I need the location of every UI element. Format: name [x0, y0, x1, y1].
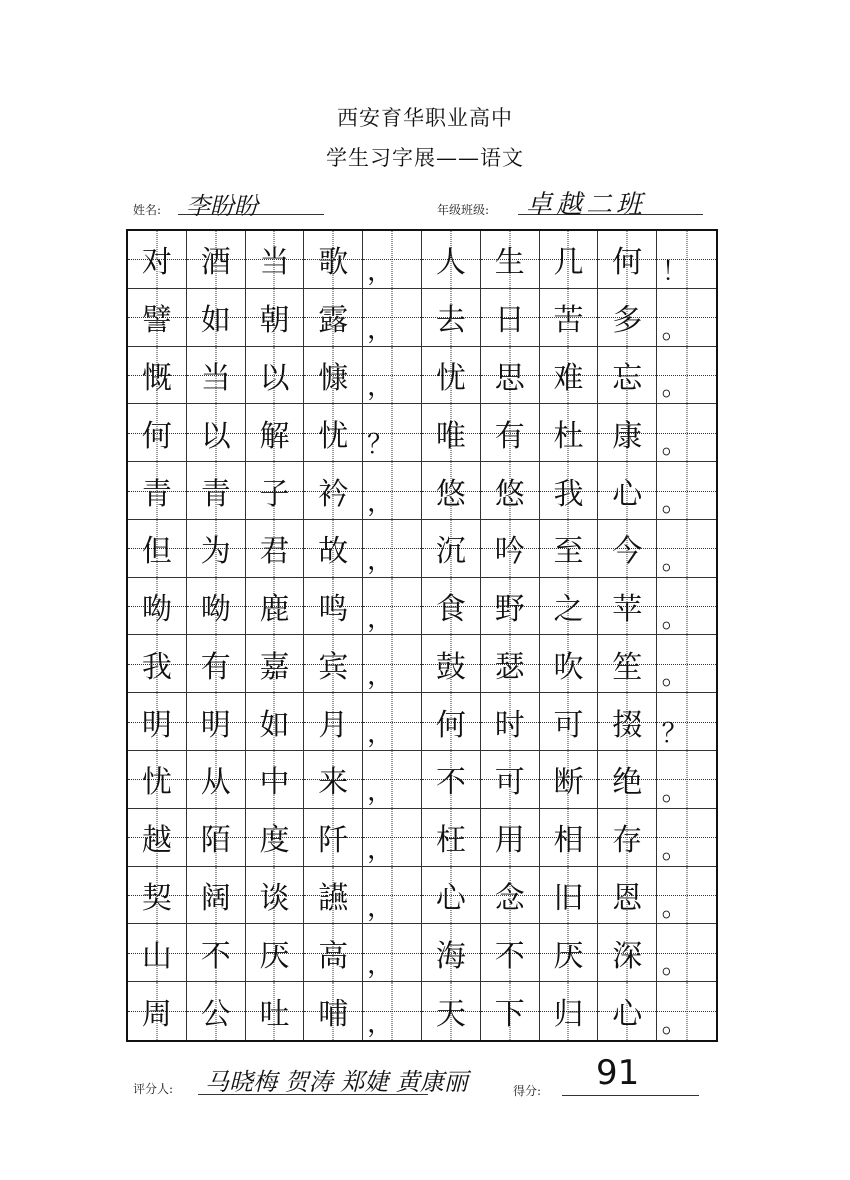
cell-text: 时	[494, 707, 525, 743]
cell-text: 月	[318, 707, 349, 743]
cell-text: 有	[200, 649, 231, 685]
grid-cell-character	[422, 809, 481, 867]
cell-text: ？	[367, 430, 394, 461]
grid-cell-punctuation	[657, 924, 716, 982]
cell-text: ？	[661, 719, 688, 750]
grid-cell-character	[128, 462, 187, 520]
grid-cell-character	[304, 635, 363, 693]
grid-cell-character	[187, 520, 246, 578]
grid-cell-character	[187, 578, 246, 636]
grid-cell-character	[246, 751, 305, 809]
cell-text: 。	[661, 776, 688, 807]
grid-cell-punctuation	[363, 578, 422, 636]
cell-text: 君	[259, 534, 290, 570]
cell-text: 如	[200, 303, 231, 339]
grid-cell-character	[540, 520, 599, 578]
cell-text: 青	[200, 476, 231, 512]
cell-text: 青	[141, 476, 172, 512]
cell-text: 不	[435, 765, 466, 801]
cell-text: 忧	[435, 360, 466, 396]
cell-text: 明	[141, 707, 172, 743]
cell-text: 我	[553, 476, 584, 512]
grid-cell-character	[481, 982, 540, 1040]
grid-cell-character	[422, 578, 481, 636]
cell-text: 归	[553, 997, 584, 1033]
grid-cell-character	[128, 693, 187, 751]
score-label: 得分:	[513, 1084, 542, 1098]
grid-cell-punctuation	[363, 693, 422, 751]
grid-cell-punctuation	[363, 635, 422, 693]
cell-text: 朝	[259, 303, 290, 339]
cell-text: 中	[259, 765, 290, 801]
cell-text: 我	[141, 649, 172, 685]
grid-cell-character	[246, 404, 305, 462]
grid-cell-character	[481, 751, 540, 809]
grid-cell-character	[422, 404, 481, 462]
writing-grid	[126, 229, 718, 1042]
grid-cell-character	[481, 404, 540, 462]
cell-text: ，	[367, 892, 394, 923]
grid-cell-punctuation	[657, 751, 716, 809]
grid-cell-punctuation	[657, 635, 716, 693]
cell-text: 故	[318, 534, 349, 570]
grid-cell-character	[598, 231, 657, 289]
cell-text: 以	[259, 360, 290, 396]
grid-cell-character	[422, 982, 481, 1040]
cell-text: 念	[494, 881, 525, 917]
cell-text: 存	[612, 823, 643, 859]
grid-cell-character	[246, 809, 305, 867]
cell-text: 天	[435, 997, 466, 1033]
grid-cell-character	[481, 231, 540, 289]
grid-cell-character	[187, 924, 246, 982]
cell-text: 枉	[435, 823, 466, 859]
grid-cell-character	[598, 404, 657, 462]
cell-text: 瑟	[494, 649, 525, 685]
cell-text: 周	[141, 997, 172, 1033]
grid-cell-punctuation	[657, 404, 716, 462]
cell-text: 。	[661, 834, 688, 865]
cell-text: 食	[435, 592, 466, 628]
grid-cell-character	[598, 635, 657, 693]
cell-text: 但	[141, 534, 172, 570]
cell-text: 悠	[494, 476, 525, 512]
grid-cell-character	[598, 924, 657, 982]
cell-text: 人	[435, 245, 466, 281]
cell-text: 生	[494, 245, 525, 281]
cell-text: 。	[661, 950, 688, 981]
grid-cell-character	[540, 924, 599, 982]
grid-cell-character	[128, 404, 187, 462]
grid-cell-character	[304, 462, 363, 520]
cell-text: 阔	[200, 881, 231, 917]
cell-text: 不	[200, 938, 231, 974]
cell-text: 哺	[318, 997, 349, 1033]
grid-cell-character	[481, 289, 540, 347]
cell-text: 明	[200, 707, 231, 743]
cell-text: 如	[259, 707, 290, 743]
graders-label: 评分人:	[133, 1082, 174, 1096]
cell-text: 当	[200, 360, 231, 396]
cell-text: 海	[435, 938, 466, 974]
cell-text: 阡	[318, 823, 349, 859]
cell-text: 几	[553, 245, 584, 281]
grid-cell-character	[304, 347, 363, 405]
cell-text: 宾	[318, 649, 349, 685]
cell-text: 。	[661, 314, 688, 345]
cell-text: 之	[553, 592, 584, 628]
grid-cell-character	[422, 635, 481, 693]
cell-text: 呦	[141, 592, 172, 628]
cell-text: 。	[661, 372, 688, 403]
cell-text: 沉	[435, 534, 466, 570]
grid-cell-punctuation	[363, 809, 422, 867]
cell-text: 厌	[259, 938, 290, 974]
cell-text: ！	[661, 256, 688, 287]
school-title: 西安育华职业高中	[337, 106, 513, 130]
grid-cell-punctuation	[363, 867, 422, 925]
grid-cell-character	[246, 347, 305, 405]
grid-cell-character	[246, 635, 305, 693]
cell-text: 越	[141, 823, 172, 859]
cell-text: 忘	[612, 360, 643, 396]
grid-cell-character	[540, 751, 599, 809]
cell-text: 心	[612, 997, 643, 1033]
score-value: 91	[596, 1053, 640, 1093]
grid-cell-punctuation	[363, 462, 422, 520]
cell-text: 忧	[141, 765, 172, 801]
grid-cell-character	[304, 867, 363, 925]
grid-cell-character	[128, 231, 187, 289]
cell-text: 笙	[612, 649, 643, 685]
cell-text: 苹	[612, 592, 643, 628]
grid-cell-character	[481, 347, 540, 405]
grid-cell-character	[304, 520, 363, 578]
cell-text: ，	[367, 256, 394, 287]
grid-cell-character	[540, 289, 599, 347]
cell-text: 高	[318, 938, 349, 974]
name-label: 姓名:	[133, 203, 162, 217]
cell-text: 掇	[612, 707, 643, 743]
cell-text: 至	[553, 534, 584, 570]
grid-cell-character	[187, 635, 246, 693]
grid-cell-character	[304, 751, 363, 809]
grid-cell-character	[246, 289, 305, 347]
grid-cell-character	[481, 809, 540, 867]
grid-cell-character	[304, 693, 363, 751]
cell-text: 旧	[553, 881, 584, 917]
cell-text: 有	[494, 418, 525, 454]
grid-cell-character	[422, 520, 481, 578]
grid-cell-punctuation	[657, 578, 716, 636]
grid-cell-character	[246, 867, 305, 925]
cell-text: 吹	[553, 649, 584, 685]
grid-cell-character	[246, 231, 305, 289]
cell-text: 恩	[612, 881, 643, 917]
cell-text: 吟	[494, 534, 525, 570]
cell-text: 子	[259, 476, 290, 512]
grid-cell-punctuation	[657, 289, 716, 347]
grid-cell-character	[481, 867, 540, 925]
grid-cell-character	[128, 635, 187, 693]
grid-cell-character	[304, 289, 363, 347]
cell-text: 。	[661, 1008, 688, 1039]
cell-text: 心	[435, 881, 466, 917]
grid-cell-character	[540, 635, 599, 693]
cell-text: ，	[367, 950, 394, 981]
cell-text: 鹿	[259, 592, 290, 628]
class-label: 年级班级:	[437, 203, 490, 217]
grid-cell-punctuation	[657, 231, 716, 289]
cell-text: 不	[494, 938, 525, 974]
cell-text: 呦	[200, 592, 231, 628]
cell-text: 山	[141, 938, 172, 974]
grid-cell-character	[128, 867, 187, 925]
grid-cell-punctuation	[657, 462, 716, 520]
cell-text: 何	[141, 418, 172, 454]
grid-cell-character	[187, 693, 246, 751]
cell-text: 杜	[553, 418, 584, 454]
grid-cell-punctuation	[363, 404, 422, 462]
grid-cell-character	[540, 231, 599, 289]
cell-text: 鸣	[318, 592, 349, 628]
grid-cell-character	[187, 751, 246, 809]
cell-text: 解	[259, 418, 290, 454]
cell-text: 酒	[200, 245, 231, 281]
grid-cell-character	[128, 982, 187, 1040]
graders-signatures: 马晓梅 贺涛 郑婕 黄康丽	[205, 1068, 468, 1096]
grid-cell-character	[422, 867, 481, 925]
grid-cell-punctuation	[363, 982, 422, 1040]
grid-cell-character	[598, 520, 657, 578]
grid-cell-character	[422, 289, 481, 347]
cell-text: ，	[367, 776, 394, 807]
grid-cell-character	[246, 462, 305, 520]
grid-cell-character	[187, 404, 246, 462]
grid-cell-character	[481, 693, 540, 751]
grid-cell-character	[304, 404, 363, 462]
grid-cell-character	[481, 924, 540, 982]
grid-cell-character	[422, 751, 481, 809]
grid-cell-character	[540, 982, 599, 1040]
grid-cell-character	[128, 289, 187, 347]
cell-text: 讌	[318, 881, 349, 917]
cell-text: 日	[494, 303, 525, 339]
cell-text: ，	[367, 488, 394, 519]
cell-text: 深	[612, 938, 643, 974]
cell-text: 对	[141, 245, 172, 281]
grid-cell-punctuation	[363, 751, 422, 809]
cell-text: 。	[661, 892, 688, 923]
grid-cell-character	[598, 578, 657, 636]
name-value: 李盼盼	[186, 192, 258, 220]
cell-text: 露	[318, 303, 349, 339]
cell-text: ，	[367, 1008, 394, 1039]
grid-cell-character	[540, 809, 599, 867]
cell-text: ，	[367, 314, 394, 345]
grid-cell-character	[540, 867, 599, 925]
grid-cell-character	[598, 751, 657, 809]
cell-text: 吐	[259, 997, 290, 1033]
grid-cell-punctuation	[363, 347, 422, 405]
cell-text: 从	[200, 765, 231, 801]
cell-text: 相	[553, 823, 584, 859]
cell-text: 嘉	[259, 649, 290, 685]
grid-cell-punctuation	[657, 809, 716, 867]
cell-text: 难	[553, 360, 584, 396]
grid-cell-character	[598, 289, 657, 347]
cell-text: 厌	[553, 938, 584, 974]
grid-cell-character	[128, 520, 187, 578]
grid-cell-character	[304, 924, 363, 982]
cell-text: 。	[661, 661, 688, 692]
cell-text: ，	[367, 603, 394, 634]
cell-text: ，	[367, 545, 394, 576]
grid-cell-character	[422, 462, 481, 520]
grid-cell-character	[304, 809, 363, 867]
grid-cell-character	[481, 462, 540, 520]
grid-cell-character	[540, 404, 599, 462]
grid-cell-character	[128, 578, 187, 636]
cell-text: 慷	[318, 360, 349, 396]
score-underline	[562, 1095, 699, 1096]
grid-cell-character	[598, 982, 657, 1040]
grid-cell-character	[422, 347, 481, 405]
grid-cell-character	[187, 867, 246, 925]
grid-cell-character	[128, 809, 187, 867]
grid-cell-punctuation	[363, 231, 422, 289]
grid-cell-character	[598, 693, 657, 751]
grid-cell-character	[481, 635, 540, 693]
cell-text: 断	[553, 765, 584, 801]
cell-text: 。	[661, 603, 688, 634]
cell-text: 忧	[318, 418, 349, 454]
grid-cell-character	[481, 578, 540, 636]
grid-cell-character	[481, 520, 540, 578]
cell-text: 今	[612, 534, 643, 570]
cell-text: 来	[318, 765, 349, 801]
grid-cell-character	[540, 578, 599, 636]
grid-cell-character	[187, 462, 246, 520]
cell-text: ，	[367, 719, 394, 750]
cell-text: 谈	[259, 881, 290, 917]
grid-cell-character	[246, 693, 305, 751]
grid-cell-punctuation	[363, 924, 422, 982]
grid-cell-character	[187, 231, 246, 289]
grid-cell-character	[128, 924, 187, 982]
cell-text: 契	[141, 881, 172, 917]
grid-cell-character	[246, 520, 305, 578]
cell-text: 以	[200, 418, 231, 454]
grid-cell-character	[246, 924, 305, 982]
grid-cell-character	[304, 982, 363, 1040]
grid-cell-character	[128, 347, 187, 405]
cell-text: 何	[612, 245, 643, 281]
cell-text: 心	[612, 476, 643, 512]
grid-cell-character	[598, 809, 657, 867]
grid-cell-character	[540, 462, 599, 520]
cell-text: 去	[435, 303, 466, 339]
cell-text: 譬	[141, 303, 172, 339]
grid-cell-character	[187, 347, 246, 405]
cell-text: 绝	[612, 765, 643, 801]
grid-cell-character	[304, 231, 363, 289]
cell-text: 鼓	[435, 649, 466, 685]
grid-cell-punctuation	[363, 520, 422, 578]
cell-text: 野	[494, 592, 525, 628]
cell-text: 可	[494, 765, 525, 801]
cell-text: 度	[259, 823, 290, 859]
cell-text: 下	[494, 997, 525, 1033]
grid-cell-character	[598, 867, 657, 925]
cell-text: ，	[367, 661, 394, 692]
cell-text: 康	[612, 418, 643, 454]
grid-cell-character	[187, 289, 246, 347]
class-value: 卓越二班	[526, 190, 647, 220]
cell-text: 陌	[200, 823, 231, 859]
cell-text: 思	[494, 360, 525, 396]
cell-text: 用	[494, 823, 525, 859]
grid-cell-character	[422, 693, 481, 751]
grid-cell-character	[304, 578, 363, 636]
cell-text: ，	[367, 372, 394, 403]
cell-text: 慨	[141, 360, 172, 396]
grid-cell-character	[128, 751, 187, 809]
cell-text: 为	[200, 534, 231, 570]
cell-text: 悠	[435, 476, 466, 512]
cell-text: 衿	[318, 476, 349, 512]
grid-cell-punctuation	[657, 867, 716, 925]
grid-cell-character	[422, 924, 481, 982]
grid-cell-character	[187, 982, 246, 1040]
grid-cell-punctuation	[657, 520, 716, 578]
grid-cell-character	[598, 462, 657, 520]
grid-cell-punctuation	[363, 289, 422, 347]
grid-cell-punctuation	[657, 693, 716, 751]
grid-cell-character	[598, 347, 657, 405]
cell-text: 公	[200, 997, 231, 1033]
cell-text: 何	[435, 707, 466, 743]
grid-cell-character	[246, 578, 305, 636]
event-title: 学生习字展——语文	[326, 146, 524, 170]
cell-text: 。	[661, 488, 688, 519]
cell-text: 歌	[318, 245, 349, 281]
grid-cell-punctuation	[657, 347, 716, 405]
grid-cell-character	[540, 347, 599, 405]
cell-text: 可	[553, 707, 584, 743]
cell-text: 多	[612, 303, 643, 339]
grid-cell-character	[187, 809, 246, 867]
cell-text: 唯	[435, 418, 466, 454]
grid-cell-character	[246, 982, 305, 1040]
cell-text: 苦	[553, 303, 584, 339]
grid-cell-character	[540, 693, 599, 751]
grid-cell-punctuation	[657, 982, 716, 1040]
cell-text: 当	[259, 245, 290, 281]
cell-text: 。	[661, 430, 688, 461]
cell-text: ，	[367, 834, 394, 865]
grid-cell-character	[422, 231, 481, 289]
cell-text: 。	[661, 545, 688, 576]
